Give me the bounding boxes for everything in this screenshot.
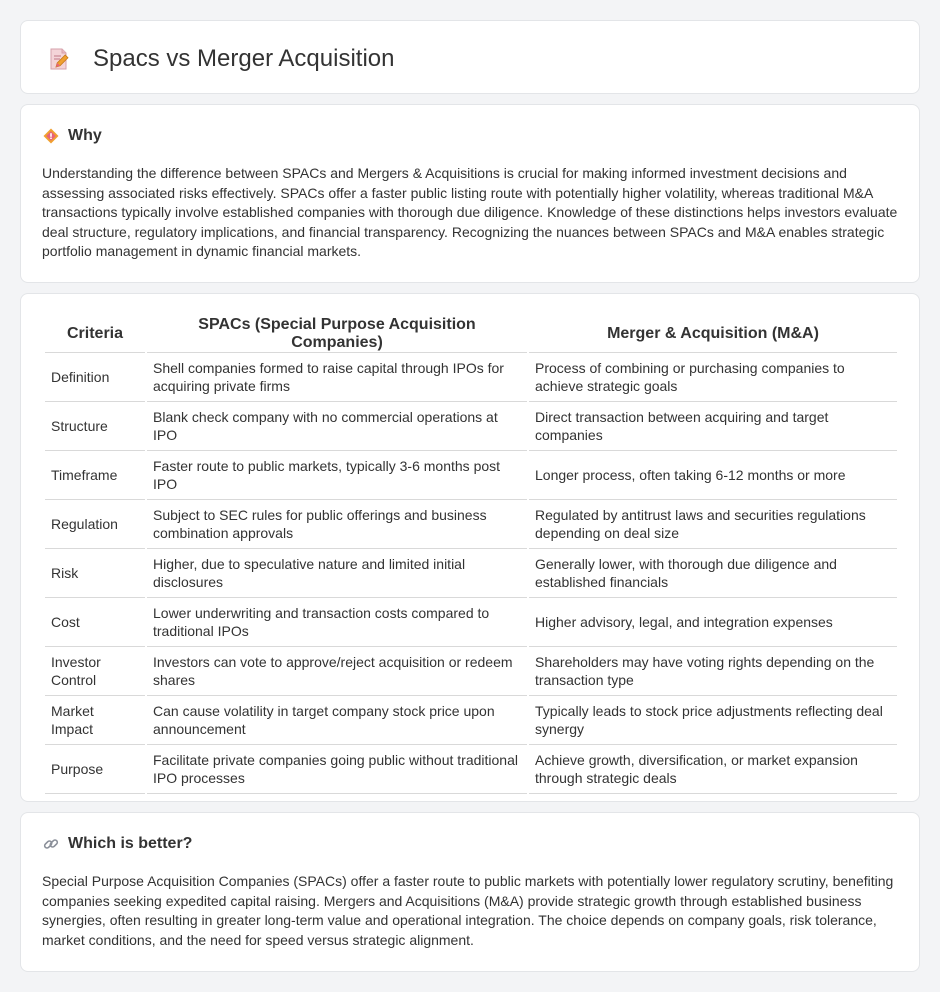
table-row xyxy=(45,647,897,696)
ma-cell: Generally lower, with thorough due diligence and established financials xyxy=(529,549,897,598)
which-is-better-card xyxy=(20,812,920,972)
criteria-cell: Timeframe xyxy=(45,451,145,500)
comparison-table xyxy=(43,316,899,794)
link-icon xyxy=(43,836,59,852)
spac-cell: Can cause volatility in target company stock price upon announcement xyxy=(147,696,527,745)
better-heading xyxy=(43,835,192,853)
criteria-cell: Regulation xyxy=(45,500,145,549)
table-header-row xyxy=(45,316,897,353)
ma-cell: Regulated by antitrust laws and securities regulations depending on deal size xyxy=(529,500,897,549)
diamond-warning-icon xyxy=(43,128,59,144)
why-text: Understanding the difference between SPACs and Mergers & Acquisitions is crucial for making informed investment decisions and assessing associated risks effectively. SPACs offer a faster public listing route with potentially higher volatility, whereas traditional M&A transactions typically involve established companies with thorough due diligence. Knowledge of these distinctions helps investors evaluate deal structure, regulatory implications, and financial transparency. Recognizing the nuances between SPACs and M&A enables strategic portfolio management in dynamic financial markets. xyxy=(42,165,898,260)
column-header-ma: Merger & Acquisition (M&A) xyxy=(529,316,897,353)
better-text: Special Purpose Acquisition Companies (SPACs) offer a faster route to public markets with potentially lower regulatory scrutiny, benefiting companies seeking expedited capital raising. Mergers and Acquisitions (M&A) provide strategic growth through established business synergies, often resulting in greater long-term value and operational integration. The choice depends on company goals, risk tolerance, market conditions, and the need for speed versus strategic alignment. xyxy=(42,873,894,948)
page-title: Spacs vs Merger Acquisition xyxy=(93,45,395,72)
document-pencil-icon xyxy=(47,47,71,71)
column-header-criteria: Criteria xyxy=(45,316,145,353)
table-row xyxy=(45,451,897,500)
table-row xyxy=(45,500,897,549)
spac-cell: Subject to SEC rules for public offerings and business combination approvals xyxy=(147,500,527,549)
spac-cell: Facilitate private companies going public without traditional IPO processes xyxy=(147,745,527,794)
criteria-cell: Market Impact xyxy=(45,696,145,745)
table-row xyxy=(45,549,897,598)
better-title: Which is better? xyxy=(68,835,193,852)
ma-cell: Process of combining or purchasing companies to achieve strategic goals xyxy=(529,353,897,402)
why-card xyxy=(20,104,920,283)
table-row xyxy=(45,745,897,794)
page-title-row xyxy=(47,45,394,73)
criteria-cell: Investor Control xyxy=(45,647,145,696)
header-card xyxy=(20,20,920,94)
table-row xyxy=(45,353,897,402)
spac-cell: Lower underwriting and transaction costs compared to traditional IPOs xyxy=(147,598,527,647)
table-row xyxy=(45,402,897,451)
why-title: Why xyxy=(68,127,102,144)
ma-cell: Direct transaction between acquiring and target companies xyxy=(529,402,897,451)
spac-cell: Shell companies formed to raise capital through IPOs for acquiring private firms xyxy=(147,353,527,402)
why-heading xyxy=(43,127,102,145)
table-row xyxy=(45,598,897,647)
spac-cell: Blank check company with no commercial operations at IPO xyxy=(147,402,527,451)
spac-cell: Faster route to public markets, typically 3-6 months post IPO xyxy=(147,451,527,500)
spac-cell: Investors can vote to approve/reject acquisition or redeem shares xyxy=(147,647,527,696)
ma-cell: Longer process, often taking 6-12 months or more xyxy=(529,451,897,500)
spac-cell: Higher, due to speculative nature and limited initial disclosures xyxy=(147,549,527,598)
ma-cell: Higher advisory, legal, and integration expenses xyxy=(529,598,897,647)
ma-cell: Shareholders may have voting rights depending on the transaction type xyxy=(529,647,897,696)
criteria-cell: Definition xyxy=(45,353,145,402)
criteria-cell: Risk xyxy=(45,549,145,598)
comparison-card xyxy=(20,293,920,802)
ma-cell: Achieve growth, diversification, or market expansion through strategic deals xyxy=(529,745,897,794)
ma-cell: Typically leads to stock price adjustments reflecting deal synergy xyxy=(529,696,897,745)
table-row xyxy=(45,696,897,745)
criteria-cell: Cost xyxy=(45,598,145,647)
criteria-cell: Purpose xyxy=(45,745,145,794)
criteria-cell: Structure xyxy=(45,402,145,451)
column-header-spacs: SPACs (Special Purpose Acquisition Companies) xyxy=(147,316,527,353)
